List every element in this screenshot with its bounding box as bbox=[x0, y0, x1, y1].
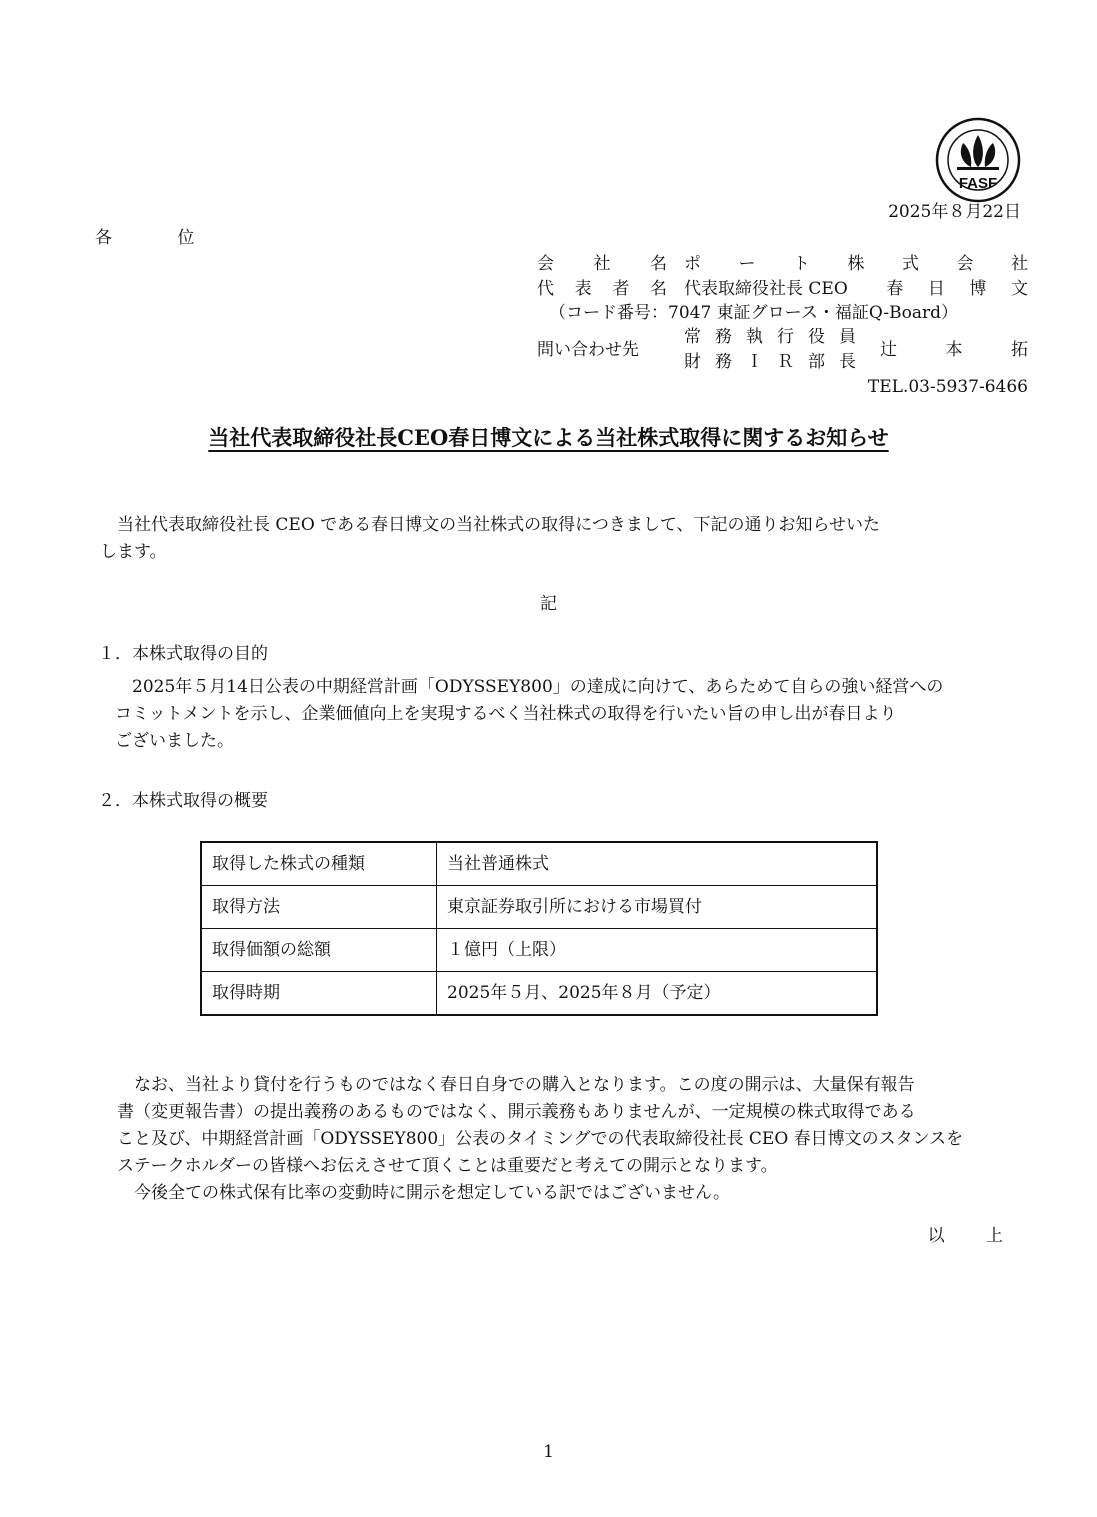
representative-label: 代 表 者 名 bbox=[537, 279, 667, 299]
table-key: 取得した株式の種類 bbox=[201, 842, 437, 886]
ki-marker: 記 bbox=[540, 594, 557, 614]
table-row bbox=[201, 842, 877, 886]
notes-line-2: 書（変更報告書）の提出義務のあるものではなく、開示義務もありませんが、一定規模の株式取得である bbox=[117, 1102, 916, 1122]
document-title: 当社代表取締役社長CEO春日博文による当社株式取得に関するお知らせ bbox=[208, 425, 889, 450]
contact-phone: TEL.03-5937-6466 bbox=[867, 377, 1028, 397]
logo-text: FASF bbox=[958, 175, 998, 192]
notes-line-5: 今後全ての株式保有比率の変動時に開示を想定している訳ではございません。 bbox=[134, 1183, 731, 1203]
contact-role-2: 財 務 Ｉ Ｒ 部 長 bbox=[684, 352, 856, 372]
table-value: １億円（上限） bbox=[437, 929, 878, 972]
notes-line-4: ステークホルダーの皆様へお伝えさせて頂くことは重要だと考えての開示となります。 bbox=[117, 1156, 778, 1176]
table-value: 当社普通株式 bbox=[437, 842, 878, 886]
section-1-line-3: ございました。 bbox=[115, 731, 234, 751]
table-row bbox=[201, 886, 877, 929]
page-number: 1 bbox=[543, 1442, 554, 1462]
table-row bbox=[201, 929, 877, 972]
contact-name: 辻 本 拓 bbox=[880, 340, 1028, 360]
table-row bbox=[201, 972, 877, 1016]
intro-paragraph bbox=[100, 512, 1030, 566]
intro-line-2: します。 bbox=[100, 542, 167, 562]
notes-paragraph bbox=[117, 1072, 1030, 1207]
table-key: 取得方法 bbox=[201, 886, 437, 929]
date: 2025年８月22日 bbox=[888, 202, 1021, 222]
representative-value: 代表取締役社長 CEO 春 日 博 文 bbox=[684, 279, 1028, 299]
table-value: 東京証券取引所における市場買付 bbox=[437, 886, 878, 929]
stock-code: （コード番号：7047 東証グロース・福証Q-Board） bbox=[549, 303, 958, 323]
table-value: 2025年５月、2025年８月（予定） bbox=[437, 972, 878, 1016]
closing-mark: 以 上 bbox=[927, 1226, 1021, 1246]
overview-table bbox=[200, 841, 878, 1016]
contact-label: 問い合わせ先 bbox=[537, 340, 639, 360]
section-1-line-2: コミットメントを示し、企業価値向上を実現するべく当社株式の取得を行いたい旨の申し出が春日より bbox=[115, 704, 897, 724]
contact-role-1: 常 務 執 行 役 員 bbox=[684, 327, 856, 347]
company-name: ポ ー ト 株 式 会 社 bbox=[684, 254, 1028, 274]
representative-title: 代表取締役社長 CEO bbox=[684, 279, 848, 299]
addressee: 各 位 bbox=[95, 228, 225, 248]
fasf-logo bbox=[935, 117, 1021, 203]
section-2-heading: ２．本株式取得の概要 bbox=[98, 791, 268, 811]
table-key: 取得時期 bbox=[201, 972, 437, 1016]
company-label: 会 社 名 bbox=[537, 254, 667, 274]
table-key: 取得価額の総額 bbox=[201, 929, 437, 972]
section-1-heading: １．本株式取得の目的 bbox=[98, 644, 268, 664]
notes-line-3: こと及び、中期経営計画「ODYSSEY800」公表のタイミングでの代表取締役社長 CEO 春日博文のスタンスを bbox=[117, 1129, 964, 1149]
intro-line-1: 当社代表取締役社長 CEO である春日博文の当社株式の取得につきまして、下記の通りお知らせいた bbox=[117, 515, 880, 535]
section-1-body bbox=[115, 674, 1030, 755]
section-1-line-1: 2025年５月14日公表の中期経営計画「ODYSSEY800」の達成に向けて、あらためて自らの強い経営への bbox=[132, 677, 944, 697]
notes-line-1: なお、当社より貸付を行うものではなく春日自身での購入となります。この度の開示は、大量保有報告 bbox=[134, 1075, 915, 1095]
